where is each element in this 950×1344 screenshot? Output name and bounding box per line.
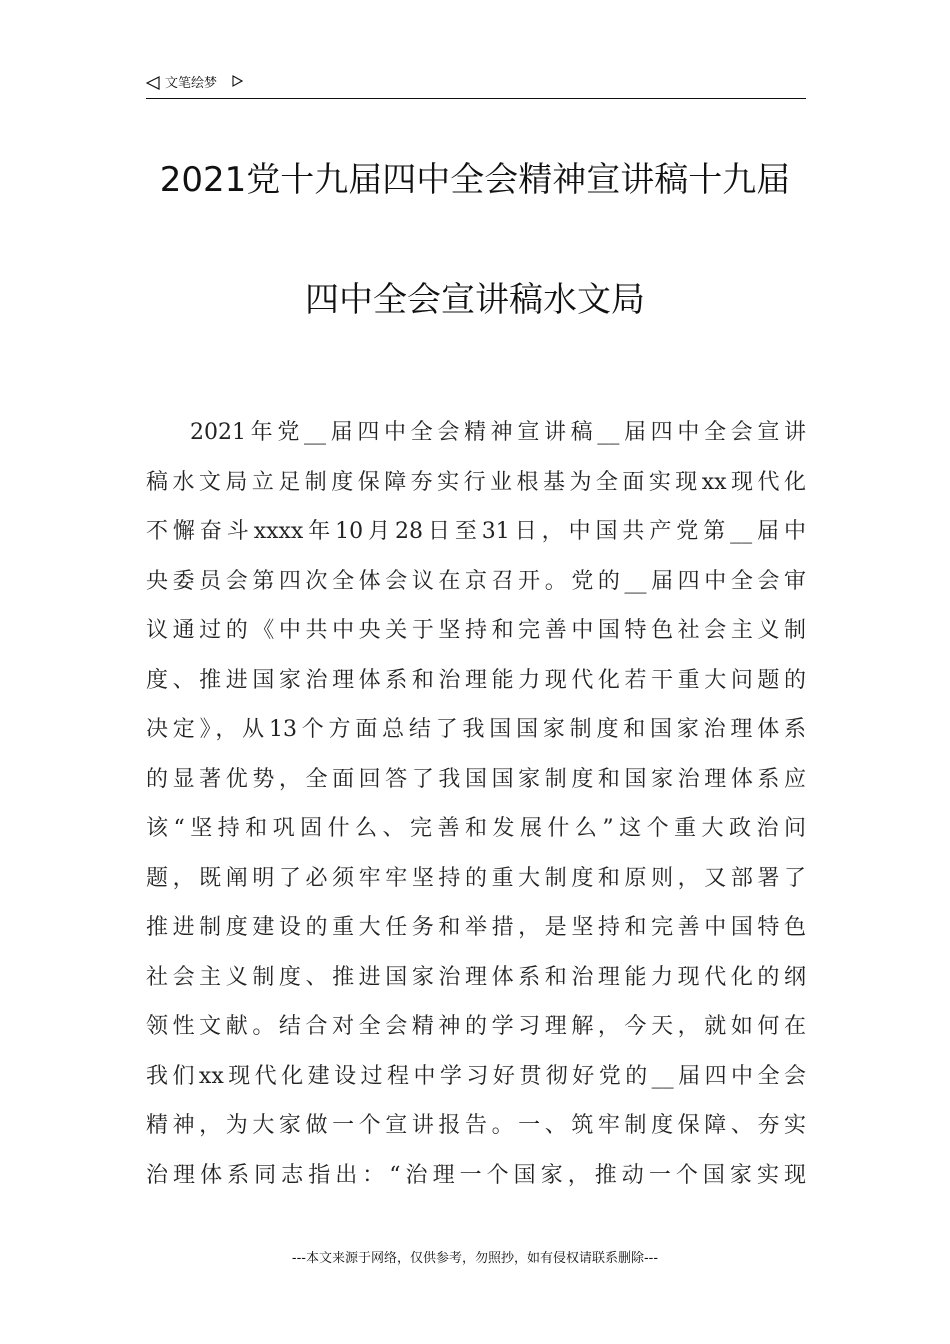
- body-line: 度、推进国家治理体系和治理能力现代化若干重大问题的: [146, 667, 806, 693]
- document-title-line-1: 2021党十九届四中全会精神宣讲稿十九届: [159, 160, 791, 200]
- body-line: 我们xx现代化建设过程中学习好贯彻好党的__届四中全会: [146, 1063, 806, 1089]
- body-line: 领性文献。结合对全会精神的学习理解，今天，就如何在: [146, 1014, 806, 1039]
- body-line: 央委员会第四次全体会议在京召开。党的__届四中全会审: [146, 568, 806, 594]
- triangle-left-outline-icon: [146, 76, 160, 90]
- body-line: 社会主义制度、推进国家治理体系和治理能力现代化的纲: [146, 964, 806, 990]
- body-line: 不懈奋斗xxxx年10月28日至31日，中国共产党第__届中: [146, 519, 806, 544]
- body-line: 精神，为大家做一个宣讲报告。一、筑牢制度保障、夯实: [146, 1113, 806, 1138]
- body-line: 推进制度建设的重大任务和举措，是坚持和完善中国特色: [146, 915, 806, 940]
- triangle-right-outline-icon: [232, 75, 243, 87]
- body-line: 题，既阐明了必须牢牢坚持的重大制度和原则，又部署了: [146, 865, 806, 891]
- body-line: 治理体系同志指出：“治理一个国家，推动一个国家实现: [146, 1162, 806, 1188]
- header-brand-text: 文笔绘梦: [165, 76, 218, 91]
- body-paragraph: [146, 415, 806, 1207]
- footer-disclaimer: ---本文来源于网络，仅供参考，勿照抄，如有侵权请联系删除---: [291, 1251, 659, 1266]
- body-line: 稿水文局立足制度保障夯实行业根基为全面实现xx现代化: [146, 469, 806, 495]
- body-line: 的显著优势，全面回答了我国国家制度和国家治理体系应: [146, 766, 806, 792]
- body-line: 决定》，从13个方面总结了我国国家制度和国家治理体系: [146, 717, 806, 742]
- body-line: 议通过的《中共中央关于坚持和完善中国特色社会主义制: [146, 618, 806, 643]
- body-line: 2021年党__届四中全会精神宣讲稿__届四中全会宣讲: [190, 420, 806, 445]
- body-line: 该“坚持和巩固什么、完善和发展什么”这个重大政治问: [146, 816, 806, 841]
- page-header: [146, 74, 806, 99]
- document-title-line-2: 四中全会宣讲稿水文局: [305, 280, 645, 320]
